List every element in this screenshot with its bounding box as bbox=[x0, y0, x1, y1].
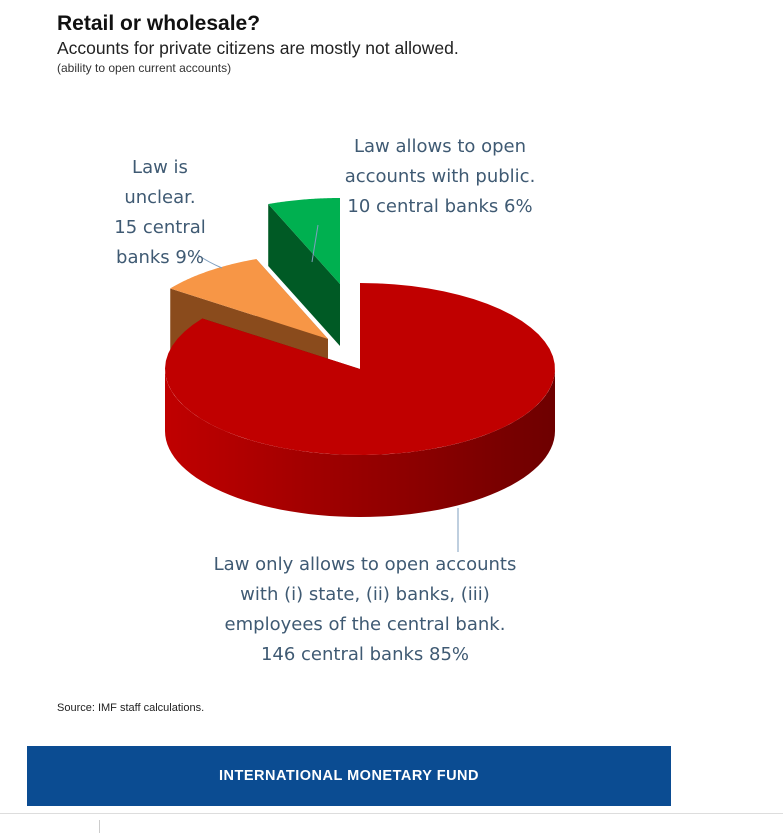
label-line: employees of the central bank. bbox=[224, 614, 506, 635]
label-public bbox=[320, 132, 560, 222]
divider bbox=[0, 813, 783, 814]
label-line: with (i) state, (ii) banks, (iii) bbox=[240, 584, 490, 605]
chart-title: Retail or wholesale? bbox=[57, 12, 261, 35]
label-line: accounts with public. bbox=[344, 166, 536, 187]
divider-tick bbox=[99, 820, 100, 833]
label-line: 15 central bbox=[114, 217, 206, 238]
label-line: 146 central banks 85% bbox=[260, 644, 470, 665]
chart-subtitle: Accounts for private citizens are mostly not allowed. bbox=[57, 38, 459, 58]
label-line: Law only allows to open accounts bbox=[213, 554, 517, 575]
label-unclear bbox=[100, 153, 220, 273]
label-line: Law is bbox=[132, 157, 188, 178]
source-note: Source: IMF staff calculations. bbox=[57, 702, 205, 714]
label-restricted bbox=[180, 550, 550, 670]
label-line: unclear. bbox=[124, 187, 196, 208]
imf-banner: INTERNATIONAL MONETARY FUND bbox=[27, 746, 671, 806]
label-line: 10 central banks 6% bbox=[347, 196, 533, 217]
chart-note: (ability to open current accounts) bbox=[57, 61, 232, 75]
label-line: banks 9% bbox=[116, 247, 204, 268]
label-line: Law allows to open bbox=[353, 136, 527, 157]
